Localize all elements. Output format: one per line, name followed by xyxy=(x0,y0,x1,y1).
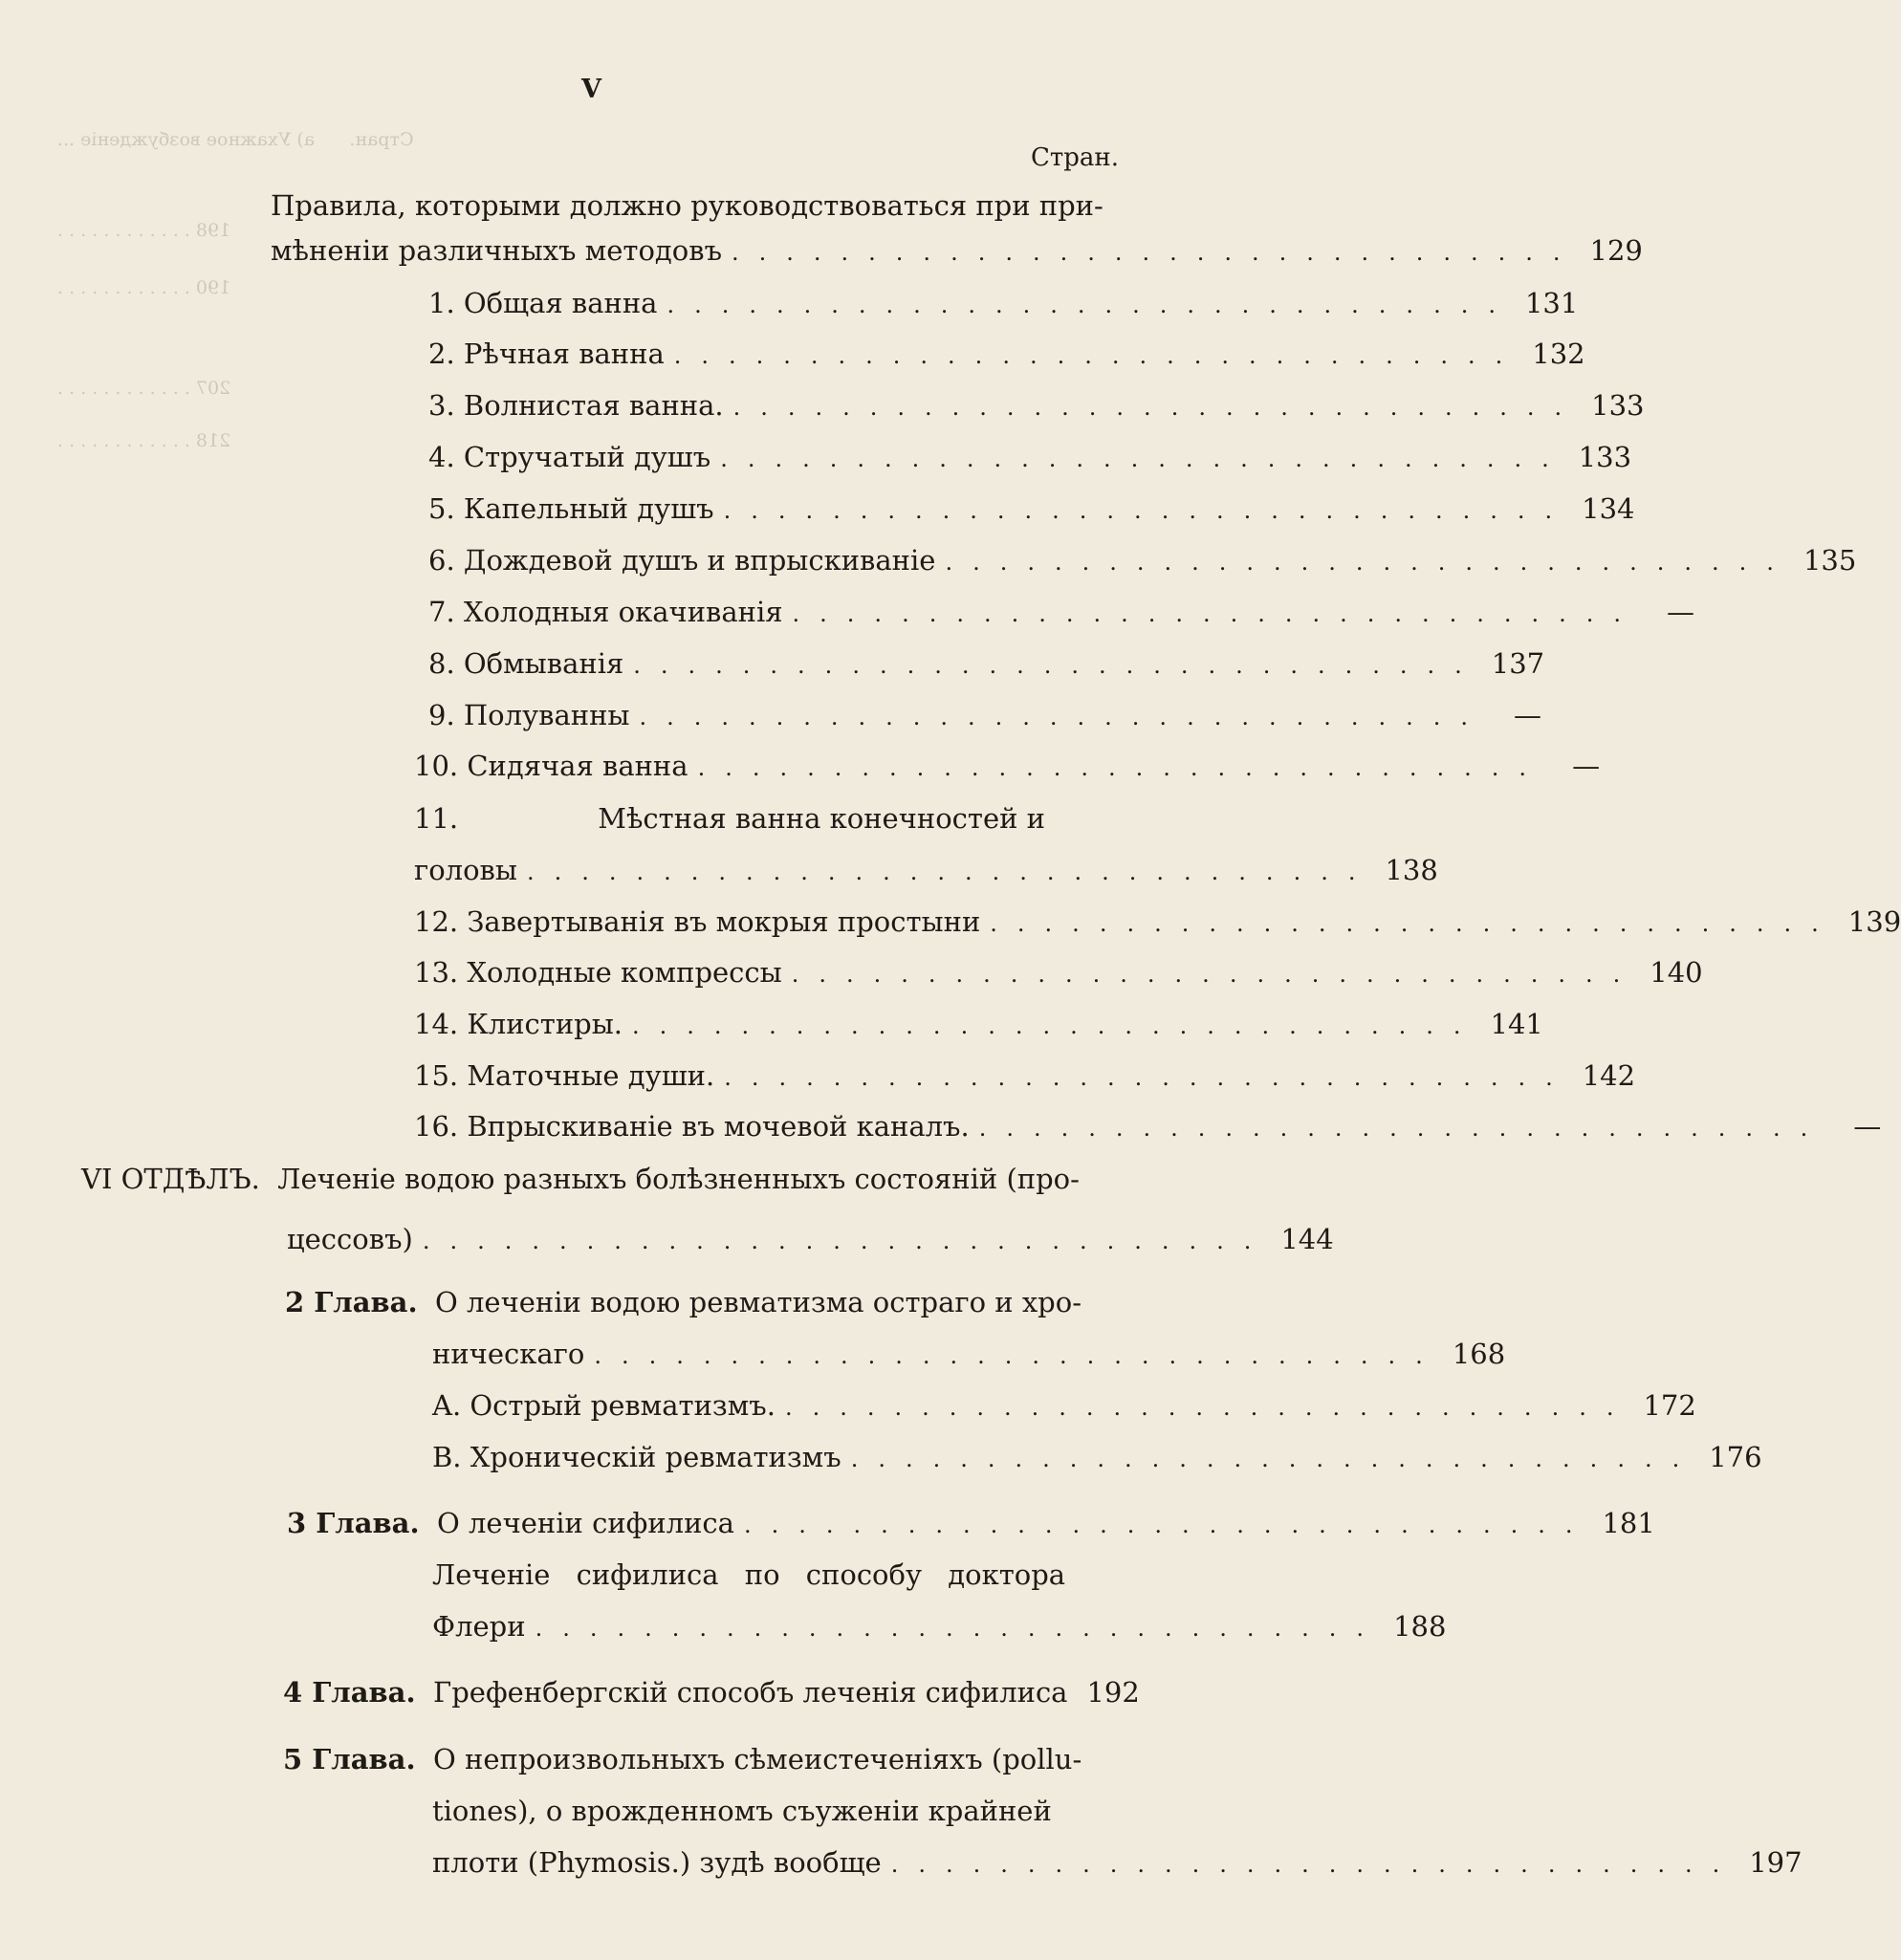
toc-page-number: 172 xyxy=(1643,1389,1696,1422)
dot-leader: ............................... xyxy=(697,754,1547,781)
bleed-through-text: 190 . . . . . . . . . . . . xyxy=(57,277,231,298)
toc-entry-text: Правила, которыми должно руководствоваться при при- xyxy=(271,189,1103,222)
toc-entry xyxy=(428,284,1579,324)
toc-page-number: 132 xyxy=(1532,338,1585,370)
toc-entry xyxy=(414,1107,1882,1147)
toc-page-number: 188 xyxy=(1393,1610,1447,1643)
toc-entry-text: 13. Холодные компрессы xyxy=(414,956,782,989)
dot-leader: ............................... xyxy=(535,1615,1385,1642)
dot-leader: ............................... xyxy=(594,1342,1443,1369)
dot-leader: ............................... xyxy=(673,342,1523,369)
dot-leader: ............................... xyxy=(791,961,1641,988)
toc-entry xyxy=(271,231,1643,272)
toc-chapter-heading xyxy=(285,1283,1082,1321)
toc-entry-text: 7. Холодныя окачиванія xyxy=(428,596,783,628)
toc-entry-text: 10. Сидячая ванна xyxy=(414,750,688,782)
entry-number: 7. xyxy=(428,596,455,628)
toc-entry-text: 6. Дождевой душъ и впрыскиваніе xyxy=(428,544,936,577)
dot-leader: ............................... xyxy=(633,652,1482,679)
toc-entry-text: A. Острый ревматизмъ. xyxy=(432,1389,776,1422)
toc-entry xyxy=(414,903,1901,943)
toc-entry xyxy=(428,644,1545,685)
entry-number: 10. xyxy=(414,750,459,782)
page-column-heading: Стран. xyxy=(1030,143,1119,172)
dot-leader: ............................... xyxy=(724,1064,1573,1091)
entry-number: 5. xyxy=(428,492,455,525)
toc-page-number: 139 xyxy=(1847,905,1901,938)
toc-entry-text: Флери xyxy=(432,1610,526,1643)
toc-page-number: 181 xyxy=(1602,1507,1655,1539)
toc-page-number: 131 xyxy=(1524,287,1579,319)
toc-entry xyxy=(428,386,1645,426)
toc-chapter-heading xyxy=(283,1740,1082,1778)
entry-number: 2. xyxy=(428,338,455,370)
toc-entry xyxy=(287,1504,1655,1544)
section-label: VI ОТДѢЛЪ. xyxy=(81,1163,260,1195)
entry-number: 6. xyxy=(428,544,455,577)
bleed-through-text: 198 . . . . . . . . . . . . xyxy=(57,220,231,241)
toc-page-number: — xyxy=(1667,596,1695,628)
toc-entry-text: О леченіи сифилиса xyxy=(437,1507,734,1539)
toc-entry xyxy=(414,1005,1543,1045)
toc-entry xyxy=(432,1438,1762,1478)
toc-entry xyxy=(432,1386,1696,1426)
toc-page-number: 142 xyxy=(1582,1059,1636,1092)
entry-number: 8. xyxy=(428,647,455,680)
chapter-label: 2 Глава. xyxy=(285,1286,418,1318)
toc-page-number: 176 xyxy=(1709,1441,1762,1473)
toc-entry-text: B. Хроническій ревматизмъ xyxy=(432,1441,841,1473)
toc-entry-text: 4. Стручатый душъ xyxy=(428,441,711,473)
toc-entry-text: цессовъ) xyxy=(287,1223,413,1255)
toc-entry-text: плоти (Phymosis.) зудѣ вообще xyxy=(432,1846,882,1879)
toc-entry-text: 1. Общая ванна xyxy=(428,287,658,319)
dot-leader: ............................... xyxy=(720,446,1569,472)
toc-page-number: 192 xyxy=(1086,1676,1140,1709)
dot-leader: ............................... xyxy=(632,1013,1481,1039)
toc-page-number: 129 xyxy=(1589,234,1643,267)
toc-entry xyxy=(428,696,1541,736)
toc-page-number: 138 xyxy=(1385,854,1438,886)
toc-entry-text: 8. Обмыванія xyxy=(428,647,624,680)
entry-number: 4. xyxy=(428,441,455,473)
entry-number: 1. xyxy=(428,287,455,319)
dot-leader: ............................... xyxy=(945,549,1794,576)
toc-entry-text: 3. Волнистая ванна. xyxy=(428,389,724,422)
dot-leader: ............................... xyxy=(850,1446,1700,1472)
toc-entry-text: Леченіе сифилиса по способу доктора xyxy=(432,1558,1066,1591)
toc-entry xyxy=(432,1335,1506,1375)
toc-page-number: 137 xyxy=(1491,647,1545,680)
dot-leader: ............................... xyxy=(732,239,1581,266)
dot-leader: ............................... xyxy=(666,292,1516,318)
entry-number: 15. xyxy=(414,1059,459,1092)
toc-page-number: 141 xyxy=(1490,1008,1543,1040)
toc-page-number: — xyxy=(1572,750,1601,782)
toc-entry-text: 15. Маточные души. xyxy=(414,1059,715,1092)
toc-chapter-heading xyxy=(283,1673,1067,1711)
toc-entry-text: tiones), о врожденномъ съуженіи крайней xyxy=(432,1795,1052,1827)
dot-leader: ............................... xyxy=(723,497,1573,524)
toc-entry xyxy=(414,1056,1636,1097)
toc-section-heading xyxy=(81,1160,1080,1198)
toc-entry xyxy=(414,953,1703,993)
toc-entry xyxy=(432,1607,1447,1647)
chapter-label: 5 Глава. xyxy=(283,1743,416,1775)
dot-leader: ............................... xyxy=(890,1851,1740,1878)
dot-leader: ............................... xyxy=(732,394,1583,421)
toc-entry-text: 11. Мѣстная ванна конечностей и xyxy=(414,799,1045,838)
toc-page-number: 197 xyxy=(1749,1846,1803,1879)
toc-entry xyxy=(432,1843,1803,1884)
toc-entry-text: 2. Рѣчная ванна xyxy=(428,338,665,370)
toc-entry xyxy=(414,851,1438,891)
toc-entry-text: головы xyxy=(414,854,517,886)
toc-entry xyxy=(428,490,1635,530)
toc-entry-text: ническаго xyxy=(432,1338,585,1370)
toc-entry-text: О леченіи водою ревматизма остраго и хро- xyxy=(435,1286,1082,1318)
dot-leader: ............................... xyxy=(990,910,1839,937)
dot-leader: ............................... xyxy=(784,1394,1634,1421)
entry-number: 3. xyxy=(428,389,455,422)
toc-entry xyxy=(428,438,1632,478)
chapter-label: 4 Глава. xyxy=(283,1676,416,1709)
toc-entry-text: 12. Завертыванія въ мокрыя простыни xyxy=(414,905,981,938)
toc-page-number: 135 xyxy=(1803,544,1857,577)
dot-leader: ............................... xyxy=(639,704,1488,730)
bleed-through-text: 218 . . . . . . . . . . . . xyxy=(57,430,231,451)
bleed-through-text: 207 . . . . . . . . . . . . xyxy=(57,378,231,399)
toc-entry-text: 5. Капельный душъ xyxy=(428,492,714,525)
page-number: V xyxy=(581,75,601,104)
toc-entry-text: Леченіе водою разныхъ болѣзненныхъ состояній (про- xyxy=(277,1163,1080,1195)
toc-page-number: 134 xyxy=(1582,492,1635,525)
toc-entry-text: 14. Клистиры. xyxy=(414,1008,623,1040)
toc-page-number: 144 xyxy=(1280,1223,1334,1255)
dot-leader: ............................... xyxy=(978,1115,1828,1142)
toc-entry-text: мѣненіи различныхъ методовъ xyxy=(271,234,723,267)
dot-leader: ............................... xyxy=(792,600,1642,627)
toc-entry-text: 9. Полуванны xyxy=(428,699,630,731)
dot-leader: ............................... xyxy=(526,859,1376,885)
toc-entry xyxy=(428,335,1585,375)
toc-page-number: 133 xyxy=(1578,441,1632,473)
toc-page-number: 168 xyxy=(1452,1338,1506,1370)
toc-entry-text: Грефенбергскій способъ леченія сифилиса xyxy=(433,1676,1068,1709)
toc-page-number: 133 xyxy=(1591,389,1645,422)
entry-number: 11. xyxy=(414,802,459,835)
entry-number: 9. xyxy=(428,699,455,731)
entry-number: 13. xyxy=(414,956,459,989)
dot-leader: ............................... xyxy=(422,1228,1272,1254)
toc-page-number: 140 xyxy=(1650,956,1703,989)
toc-entry-text: 16. Впрыскиваніе въ мочевой каналъ. xyxy=(414,1110,970,1143)
entry-number: 12. xyxy=(414,905,459,938)
toc-entry xyxy=(428,541,1857,581)
entry-number: 16. xyxy=(414,1110,459,1143)
entry-number: 14. xyxy=(414,1008,459,1040)
dot-leader: ............................... xyxy=(743,1512,1593,1538)
toc-page-number: — xyxy=(1513,699,1541,731)
toc-chapter-heading xyxy=(287,1504,734,1542)
bleed-through-text: Стран. a) Ухажное возбужденіе ... xyxy=(57,129,414,150)
toc-entry xyxy=(283,1673,1140,1713)
chapter-label: 3 Глава. xyxy=(287,1507,420,1539)
toc-entry xyxy=(287,1220,1334,1260)
toc-page-number: — xyxy=(1853,1110,1882,1143)
toc-entry xyxy=(414,747,1601,787)
toc-entry xyxy=(428,593,1695,633)
toc-entry-text: О непроизвольныхъ сѣмеистеченіяхъ (pollu- xyxy=(433,1743,1082,1775)
